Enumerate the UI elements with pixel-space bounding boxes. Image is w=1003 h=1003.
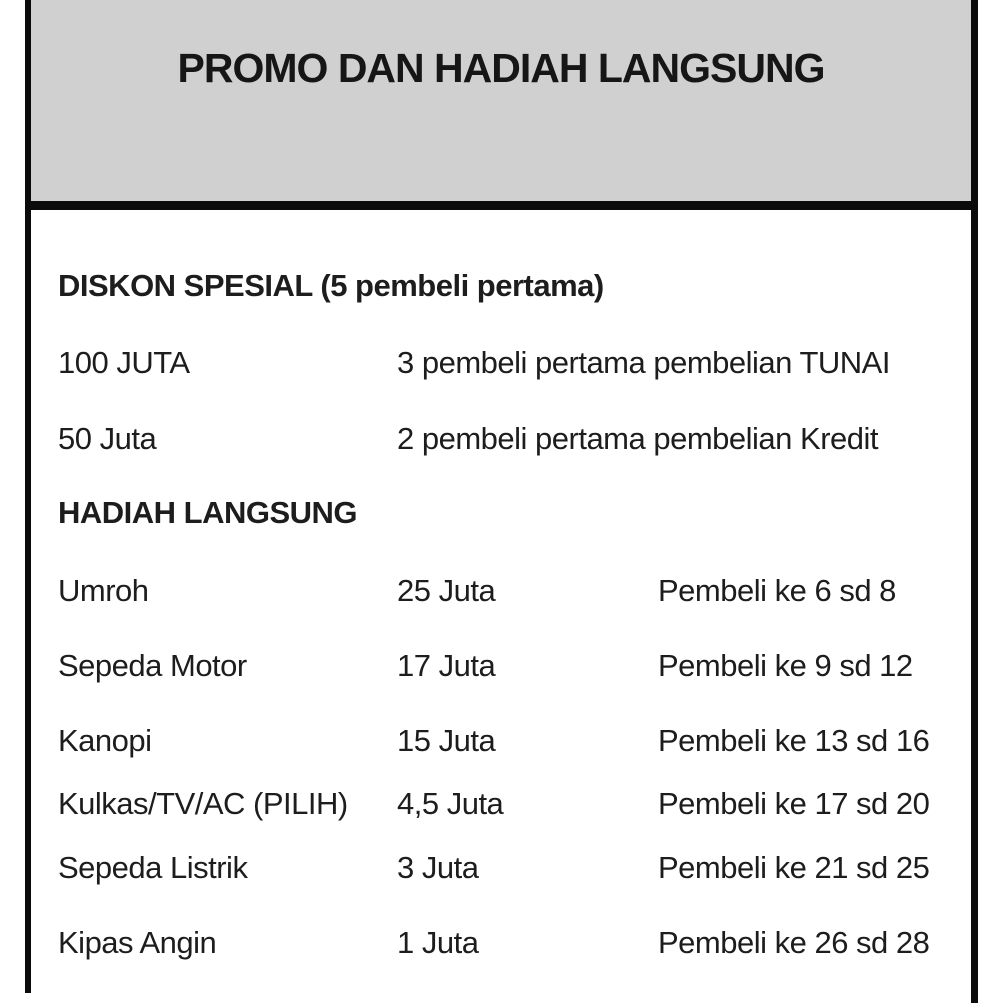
- prize-value: 25 Juta: [397, 573, 496, 608]
- prize-row: [58, 852, 938, 883]
- prize-row: [58, 650, 938, 681]
- discount-condition: 3 pembeli pertama pembelian TUNAI: [397, 345, 890, 380]
- prize-name: Kanopi: [58, 723, 152, 758]
- prize-buyer-range: Pembeli ke 13 sd 16: [658, 723, 930, 758]
- prize-name: Sepeda Motor: [58, 648, 247, 683]
- prize-section-heading: HADIAH LANGSUNG: [58, 495, 358, 530]
- prize-buyer-range: Pembeli ke 26 sd 28: [658, 925, 930, 960]
- prize-section-heading-row: [58, 497, 938, 528]
- prize-buyer-range: Pembeli ke 21 sd 25: [658, 850, 930, 885]
- prize-buyer-range: Pembeli ke 9 sd 12: [658, 648, 913, 683]
- right-border: [971, 0, 978, 1003]
- discount-amount: 50 Juta: [58, 421, 157, 456]
- header-panel: [31, 0, 971, 201]
- prize-buyer-range: Pembeli ke 6 sd 8: [658, 573, 896, 608]
- prize-row: [58, 927, 938, 958]
- prize-row: [58, 725, 938, 756]
- prize-name: Umroh: [58, 573, 149, 608]
- discount-section-heading-row: [58, 270, 938, 301]
- prize-value: 4,5 Juta: [397, 786, 504, 821]
- prize-buyer-range: Pembeli ke 17 sd 20: [658, 786, 930, 821]
- discount-amount: 100 JUTA: [58, 345, 190, 380]
- discount-section-heading: DISKON SPESIAL (5 pembeli pertama): [58, 268, 604, 303]
- prize-row: [58, 788, 938, 819]
- prize-value: 1 Juta: [397, 925, 479, 960]
- prize-value: 3 Juta: [397, 850, 479, 885]
- page-title: PROMO DAN HADIAH LANGSUNG: [177, 45, 825, 91]
- prize-name: Sepeda Listrik: [58, 850, 248, 885]
- prize-value: 17 Juta: [397, 648, 496, 683]
- header-divider: [25, 201, 978, 210]
- prize-name: Kipas Angin: [58, 925, 217, 960]
- discount-row: [58, 423, 938, 454]
- discount-condition: 2 pembeli pertama pembelian Kredit: [397, 421, 878, 456]
- discount-row: [58, 347, 938, 378]
- prize-row: [58, 575, 938, 606]
- prize-name: Kulkas/TV/AC (PILIH): [58, 786, 348, 821]
- prize-value: 15 Juta: [397, 723, 496, 758]
